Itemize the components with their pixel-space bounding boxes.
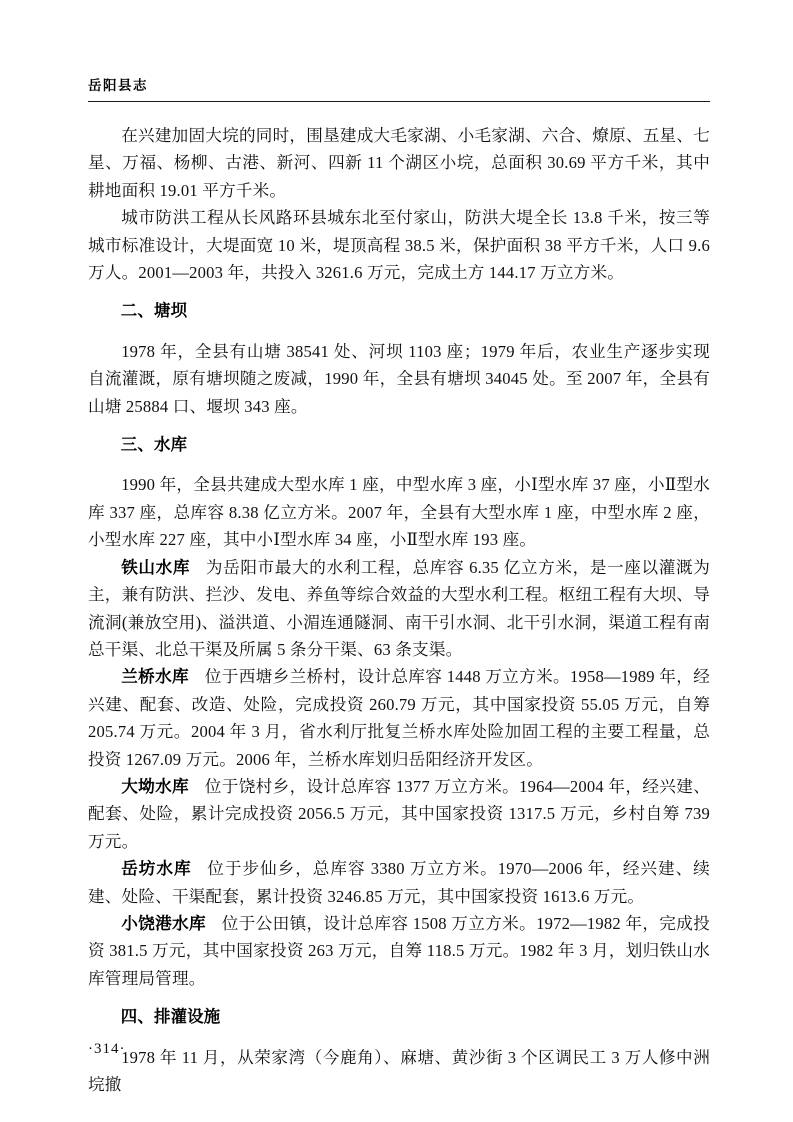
section-heading: 二、塘坝 [120, 302, 188, 321]
paragraph-text: 位于饶村乡，设计总库容 1377 万立方米。1964—2004 年，经兴建、配套、处险，累计完成投资 2056.5 万元，其中国家投资 1317.5 万元，乡村自筹 739 万元。 [88, 776, 710, 851]
paragraph-text: 为岳阳市最大的水利工程，总库容 6.35 亿立方米，是一座以灌溉为主，兼有防洪、拦沙、发电、养鱼等综合效益的大型水利工程。枢纽工程有大坝、导流洞(兼放空用)、溢洪道、小湄连通隧洞、南干引水洞、北干引水洞，渠道工程有南总干渠、北总干渠及所属 5 条分干渠、63 条支渠。 [88, 557, 710, 659]
paragraph-text: 位于步仙乡，总库容 3380 万立方米。1970—2006 年，经兴建、续建、处险、干渠配套，累计投资 3246.85 万元，其中国家投资 1613.6 万元。 [88, 859, 710, 906]
page-header [88, 74, 710, 102]
paragraph-text: 位于西塘乡兰桥村，设计总库容 1448 万立方米。1958—1989 年，经兴建、配套、改造、处险，完成投资 260.79 万元，其中国家投资 55.05 万元，自筹 205.74 万元。2004 年 3 月，省水利厅批复兰桥水库处险加固工程的主要工程量，总投资 1267.09 万元。2006 年，兰桥水库划归岳阳经济开发区。 [88, 667, 710, 769]
reservoir-paragraph [88, 855, 710, 910]
reservoir-name: 小饶港水库 [121, 913, 206, 933]
paragraph: 城市防洪工程从长风路环县城东北至付家山，防洪大堤全长 13.8 千米，按三等城市标准设计，大堤面宽 10 米，堤顶高程 38.5 米，保护面积 38 平方千米，人口 9.6 万人。2001—2003 年，共投入 3261.6 万元，完成土方 144.17 万立方米。 [88, 208, 710, 283]
paragraph: 1978 年，全县有山塘 38541 处、河坝 1103 座；1979 年后，农业生产逐步实现自流灌溉，原有塘坝随之废减，1990 年，全县有塘坝 34045 处。至 2007 年，全县有山塘 25884 口、堰坝 343 座。 [88, 341, 710, 416]
reservoir-paragraph [88, 663, 710, 773]
page-footer [88, 1041, 126, 1058]
section-heading: 四、排灌设施 [120, 1008, 221, 1027]
reservoir-name: 大坳水库 [121, 776, 190, 796]
paragraph: 1990 年，全县共建成大型水库 1 座，中型水库 3 座，小Ⅰ型水库 37 座，小Ⅱ型水库 337 座，总库容 8.38 亿立方米。2007 年，全县有大型水库 1 座，中型水库 2 座，小型水库 227 座，其中小Ⅰ型水库 34 座，小Ⅱ型水库 193 座。 [88, 475, 710, 550]
reservoir-paragraph [88, 773, 710, 855]
header-rule [88, 101, 710, 102]
page-body [88, 122, 710, 1098]
paragraph: 在兴建加固大垸的同时，围垦建成大毛家湖、小毛家湖、六合、燎原、五星、七星、万福、杨柳、古港、新河、四新 11 个湖区小垸，总面积 30.69 平方千米，其中耕地面积 19.01 平方千米。 [88, 126, 710, 200]
reservoir-name: 岳坊水库 [121, 859, 192, 879]
reservoir-name: 兰桥水库 [121, 667, 190, 687]
reservoir-paragraph [88, 554, 710, 664]
reservoir-name: 铁山水库 [121, 557, 191, 577]
paragraph-text: 位于公田镇，设计总库容 1508 万立方米。1972—1982 年，完成投资 381.5 万元，其中国家投资 263 万元，自筹 118.5 万元。1982 年 3 月，划归铁山水库管理局管理。 [88, 913, 710, 988]
book-title: 岳阳县志 [88, 78, 148, 93]
section-heading: 三、水库 [120, 436, 188, 455]
paragraph: 1978 年 11 月，从荣家湾（今鹿角）、麻塘、黄沙街 3 个区调民工 3 万人修中洲垸撤 [88, 1047, 710, 1094]
page-number: ·314· [88, 1041, 126, 1057]
reservoir-paragraph [88, 910, 710, 992]
